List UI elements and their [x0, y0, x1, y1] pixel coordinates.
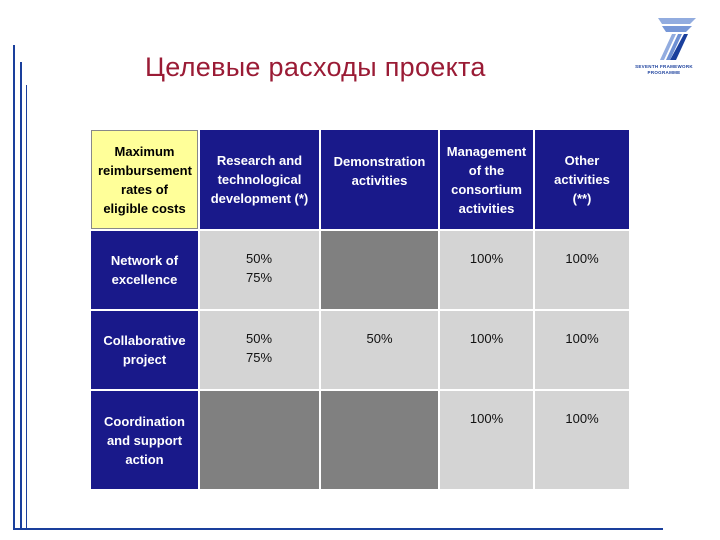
fp7-logo-mark-icon	[628, 14, 700, 64]
cell-value: 50%	[366, 331, 393, 346]
table-cell	[440, 311, 533, 389]
row-header-network: Network of excellence	[91, 231, 198, 309]
logo-text-line1: SEVENTH FRAMEWORK	[635, 64, 693, 69]
frame-line-left-inner2	[26, 85, 27, 530]
table-cell	[440, 391, 533, 489]
cell-value: 100%	[565, 251, 599, 266]
row-header-coordination: Coordination and support action	[91, 391, 198, 489]
cell-value: 100%	[469, 251, 504, 266]
cell-value: 75%	[246, 350, 273, 365]
table-cell	[200, 311, 319, 389]
cell-value: 100%	[469, 411, 504, 426]
table-cell-empty	[200, 391, 319, 489]
table-cell-empty	[321, 391, 438, 489]
table-cell	[535, 311, 629, 389]
row-header-collaborative: Collaborative project	[91, 311, 198, 389]
cell-value: 50%	[246, 331, 273, 346]
reimbursement-table	[89, 128, 631, 490]
column-header-other: Other activities (**)	[535, 130, 629, 229]
table-corner-header: Maximum reimbursement rates of eligible costs	[91, 130, 198, 229]
page-title: Целевые расходы проекта	[145, 52, 486, 82]
table-cell	[440, 231, 533, 309]
cell-value: 100%	[565, 411, 599, 426]
frame-line-bottom	[13, 528, 663, 530]
table-cell	[200, 231, 319, 309]
logo-text-line2: PROGRAMME	[647, 70, 681, 75]
column-header-rtd: Research and technological development (*)	[200, 130, 319, 229]
table-cell-empty	[321, 231, 438, 309]
cell-value: 50%	[246, 251, 273, 266]
table-cell	[535, 391, 629, 489]
column-header-management: Management of the consortium activities	[440, 130, 533, 229]
cell-value: 75%	[246, 270, 273, 285]
column-header-demonstration: Demonstration activities	[321, 130, 438, 229]
table-cell	[321, 311, 438, 389]
fp7-logo	[628, 14, 700, 78]
frame-line-left-inner	[20, 62, 22, 530]
frame-line-left-outer	[13, 45, 15, 530]
cell-value: 100%	[469, 331, 504, 346]
cell-value: 100%	[565, 331, 599, 346]
table-cell	[535, 231, 629, 309]
